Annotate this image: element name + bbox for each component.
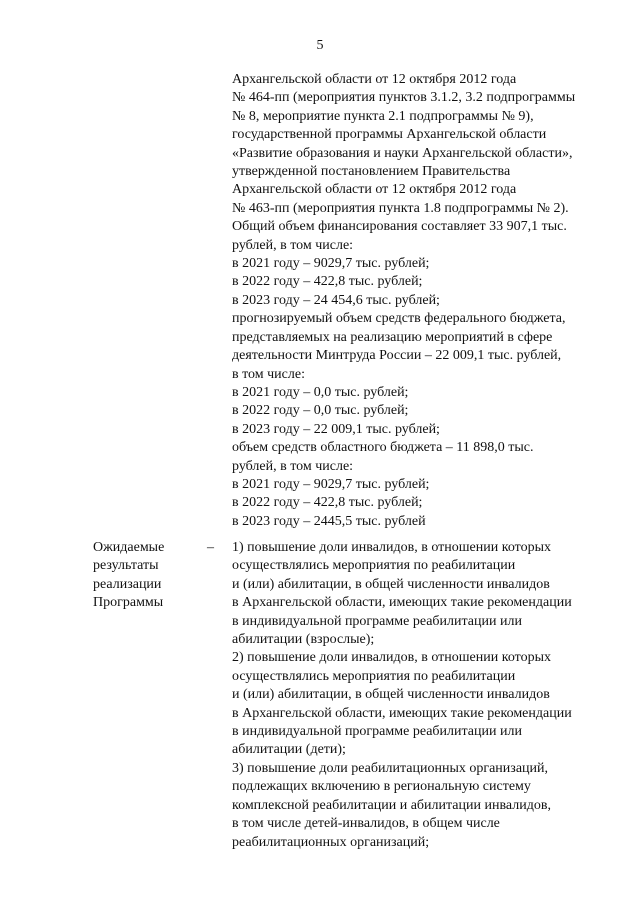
text-line: деятельности Минтруда России – 22 009,1 тыс. рублей,: [232, 348, 562, 364]
result-item-line: абилитации (взрослые);: [232, 632, 375, 648]
result-item-line: в индивидуальной программе реабилитации или: [232, 724, 522, 740]
results-text: [232, 539, 624, 852]
year-amount-line: в 2021 году – 0,0 тыс. рублей;: [232, 384, 409, 400]
text-line: государственной программы Архангельской области: [232, 127, 547, 143]
result-item-line: реабилитационных организаций;: [232, 834, 430, 850]
text-line: рублей, в том числе:: [232, 237, 354, 253]
result-item-line: в индивидуальной программе реабилитации или: [232, 613, 522, 629]
year-amount-line: в 2021 году – 9029,7 тыс. рублей;: [232, 476, 430, 492]
result-item-line: 2) повышение доли инвалидов, в отношении которых: [232, 650, 551, 666]
year-amount-line: в 2023 году – 24 454,6 тыс. рублей;: [232, 292, 440, 308]
year-amount-line: в 2022 году – 422,8 тыс. рублей;: [232, 274, 423, 290]
year-amount-line: в 2021 году – 9029,7 тыс. рублей;: [232, 256, 430, 272]
result-item-line: подлежащих включению в региональную систему: [232, 779, 531, 795]
text-line: «Развитие образования и науки Архангельской области»,: [232, 145, 573, 161]
text-line: № 463-пп (мероприятия пункта 1.8 подпрограммы № 2).: [232, 200, 569, 216]
text-line: рублей, в том числе:: [232, 458, 354, 474]
year-amount-line: в 2023 году – 22 009,1 тыс. рублей;: [232, 421, 440, 437]
year-amount-line: в 2023 году – 2445,5 тыс. рублей: [232, 513, 426, 529]
result-item-line: 1) повышение доли инвалидов, в отношении которых: [232, 540, 551, 555]
page-number: 5: [316, 38, 324, 53]
result-item-line: осуществлялись мероприятия по реабилитации: [232, 558, 516, 574]
text-line: Архангельской области от 12 октября 2012 года: [232, 72, 517, 87]
result-item-line: в том числе детей-инвалидов, в общем числе: [232, 816, 500, 832]
result-item-line: абилитации (дети);: [232, 742, 346, 758]
text-line: № 464-пп (мероприятия пунктов 3.1.2, 3.2 подпрограммы: [232, 90, 576, 106]
result-item-line: и (или) абилитации, в общей численности инвалидов: [232, 687, 550, 703]
result-item-line: в Архангельской области, имеющих такие рекомендации: [232, 705, 572, 721]
result-item-line: 3) повышение доли реабилитационных организаций,: [232, 760, 549, 776]
text-line: № 8, мероприятие пункта 2.1 подпрограммы № 9),: [232, 108, 534, 124]
text-line: представляемых на реализацию мероприятий в сфере: [232, 329, 553, 345]
results-label: [93, 539, 213, 613]
result-item-line: комплексной реабилитации и абилитации инвалидов,: [232, 797, 551, 813]
text-line: в том числе:: [232, 366, 305, 382]
results-dash: –: [207, 540, 214, 555]
label-line: реализации: [93, 576, 162, 592]
total-financing-line: Общий объем финансирования составляет 33 907,1 тыс.: [232, 219, 567, 235]
year-amount-line: в 2022 году – 0,0 тыс. рублей;: [232, 403, 409, 419]
label-line: результаты: [93, 558, 159, 574]
result-item-line: и (или) абилитации, в общей численности инвалидов: [232, 576, 550, 592]
result-item-line: осуществлялись мероприятия по реабилитации: [232, 668, 516, 684]
label-line: Программы: [93, 595, 164, 611]
financing-text: [232, 71, 624, 531]
text-line: утвержденной постановлением Правительства: [232, 164, 511, 180]
text-line: прогнозируемый объем средств федерального бюджета,: [232, 311, 566, 327]
result-item-line: в Архангельской области, имеющих такие рекомендации: [232, 595, 572, 611]
text-line: объем средств областного бюджета – 11 898,0 тыс.: [232, 440, 534, 456]
label-line: Ожидаемые: [93, 540, 165, 555]
year-amount-line: в 2022 году – 422,8 тыс. рублей;: [232, 495, 423, 511]
text-line: Архангельской области от 12 октября 2012 года: [232, 182, 517, 198]
